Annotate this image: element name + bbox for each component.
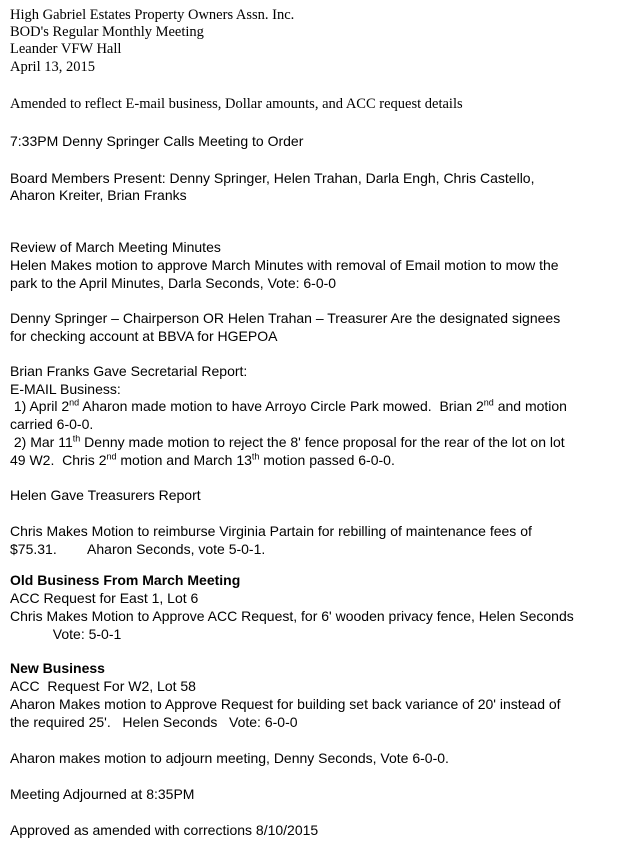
board-present-line-1: Board Members Present: Denny Springer, Helen Trahan, Darla Engh, Chris Castello, — [10, 170, 535, 186]
signees-line-2: for checking account at BBVA for HGEPOA — [10, 328, 278, 344]
secretarial-title: Brian Franks Gave Secretarial Report: — [10, 363, 248, 379]
reimburse-line-1: Chris Makes Motion to reimburse Virginia Partain for rebilling of maintenance fees of — [10, 523, 532, 539]
email-item-1-line-2: carried 6-0-0. — [10, 416, 94, 432]
old-business-line-1: Chris Makes Motion to Approve ACC Request, for 6' wooden privacy fence, Helen Seconds — [10, 608, 574, 624]
minutes-review-line-1: Helen Makes motion to approve March Minutes with removal of Email motion to mow the — [10, 257, 559, 273]
email-item-2: 2) Mar 11th Denny made motion to reject the 8' fence proposal for the rear of the lot on lot — [10, 433, 565, 450]
adjourn-motion: Aharon makes motion to adjourn meeting, Denny Seconds, Vote 6-0-0. — [10, 750, 449, 766]
minutes-review-title: Review of March Meeting Minutes — [10, 239, 221, 255]
board-present-line-2: Aharon Kreiter, Brian Franks — [10, 187, 187, 203]
meeting-adjourned: Meeting Adjourned at 8:35PM — [10, 786, 195, 802]
email-item-2-line-2: 49 W2. Chris 2nd motion and March 13th motion passed 6-0-0. — [10, 451, 395, 468]
email-business-title: E-MAIL Business: — [10, 381, 121, 397]
meeting-date: April 13, 2015 — [10, 59, 95, 75]
org-name: High Gabriel Estates Property Owners Assn. Inc. — [10, 7, 295, 23]
meeting-location: Leander VFW Hall — [10, 41, 122, 57]
new-business-line-1: Aharon Makes motion to Approve Request for building set back variance of 20' instead of — [10, 696, 561, 712]
new-business-title: New Business — [10, 660, 105, 676]
meeting-type: BOD's Regular Monthly Meeting — [10, 24, 204, 40]
minutes-review-line-2: park to the April Minutes, Darla Seconds, Vote: 6-0-0 — [10, 275, 337, 291]
old-business-title: Old Business From March Meeting — [10, 572, 241, 588]
old-business-request: ACC Request for East 1, Lot 6 — [10, 590, 199, 606]
old-business-line-2: Vote: 5-0-1 — [10, 626, 122, 642]
email-item-1: 1) April 2nd Aharon made motion to have Arroyo Circle Park mowed. Brian 2nd and motion — [10, 397, 567, 414]
call-to-order: 7:33PM Denny Springer Calls Meeting to Order — [10, 133, 304, 149]
new-business-line-2: the required 25'. Helen Seconds Vote: 6-0-0 — [10, 714, 298, 730]
signees-line-1: Denny Springer – Chairperson OR Helen Trahan – Treasurer Are the designated signees — [10, 310, 561, 326]
approval-note: Approved as amended with corrections 8/10/2015 — [10, 822, 319, 838]
reimburse-line-2: $75.31. Aharon Seconds, vote 5-0-1. — [10, 541, 266, 557]
treasurer-report: Helen Gave Treasurers Report — [10, 487, 201, 503]
new-business-request: ACC Request For W2, Lot 58 — [10, 678, 196, 694]
amended-note: Amended to reflect E-mail business, Dollar amounts, and ACC request details — [10, 96, 463, 112]
